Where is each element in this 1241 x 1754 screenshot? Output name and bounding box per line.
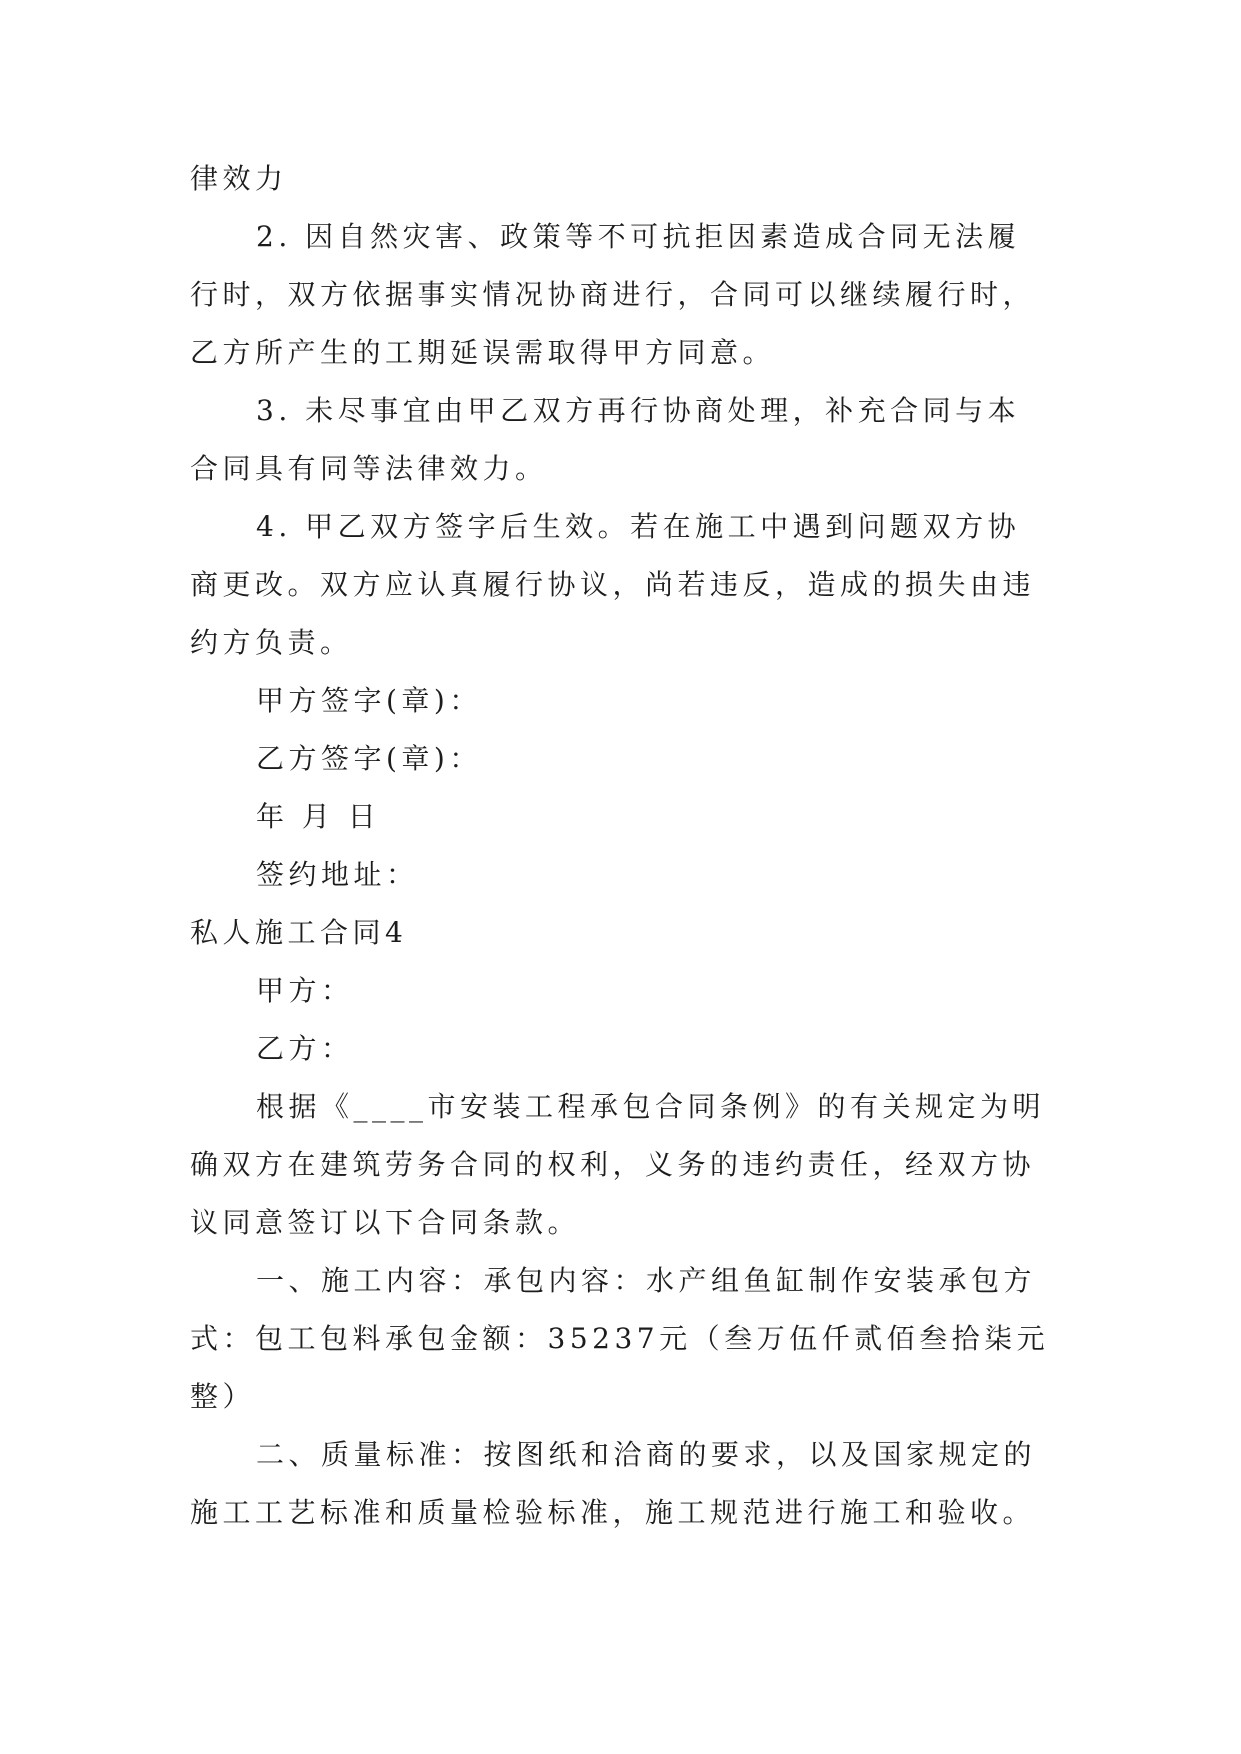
text-line: 约方负责。 xyxy=(190,626,353,659)
party-a-line: 甲方： xyxy=(256,974,354,1007)
text-line: 确双方在建筑劳务合同的权利，义务的违约责任，经双方协 xyxy=(190,1148,1036,1181)
text-line: 乙方所产生的工期延误需取得甲方同意。 xyxy=(190,336,776,369)
text-line: 4. 甲乙双方签字后生效。若在施工中遇到问题双方协 xyxy=(256,510,1021,543)
text-line: 一、施工内容：承包内容：水产组鱼缸制作安装承包方 xyxy=(256,1264,1037,1297)
text-line: 根据《____市安装工程承包合同条例》的有关规定为明 xyxy=(256,1090,1046,1123)
text-line: 商更改。双方应认真履行协议，尚若违反，造成的损失由违 xyxy=(190,568,1036,601)
text-line: 行时，双方依据事实情况协商进行，合同可以继续履行时， xyxy=(190,278,1036,311)
section-title: 私人施工合同4 xyxy=(190,916,408,949)
document-body xyxy=(190,150,1070,1542)
text-line: 律效力 xyxy=(190,162,288,195)
text-line: 式：包工包料承包金额：35237元（叁万伍仟贰佰叁拾柒元 xyxy=(190,1322,1050,1355)
signature-line-party-b: 乙方签字(章)： xyxy=(256,742,482,775)
text-line: 2. 因自然灾害、政策等不可抗拒因素造成合同无法履 xyxy=(256,220,1021,253)
text-line: 二、质量标准：按图纸和洽商的要求，以及国家规定的 xyxy=(256,1438,1037,1471)
text-line: 3. 未尽事宜由甲乙双方再行协商处理，补充合同与本 xyxy=(256,394,1021,427)
text-line: 议同意签订以下合同条款。 xyxy=(190,1206,581,1239)
date-line: 年 月 日 xyxy=(256,800,381,833)
signature-line-party-a: 甲方签字(章)： xyxy=(256,684,482,717)
party-b-line: 乙方： xyxy=(256,1032,354,1065)
address-line: 签约地址： xyxy=(256,858,419,891)
text-line: 施工工艺标准和质量检验标准，施工规范进行施工和验收。 xyxy=(190,1496,1036,1529)
text-line: 合同具有同等法律效力。 xyxy=(190,452,548,485)
text-line: 整） xyxy=(190,1380,256,1413)
